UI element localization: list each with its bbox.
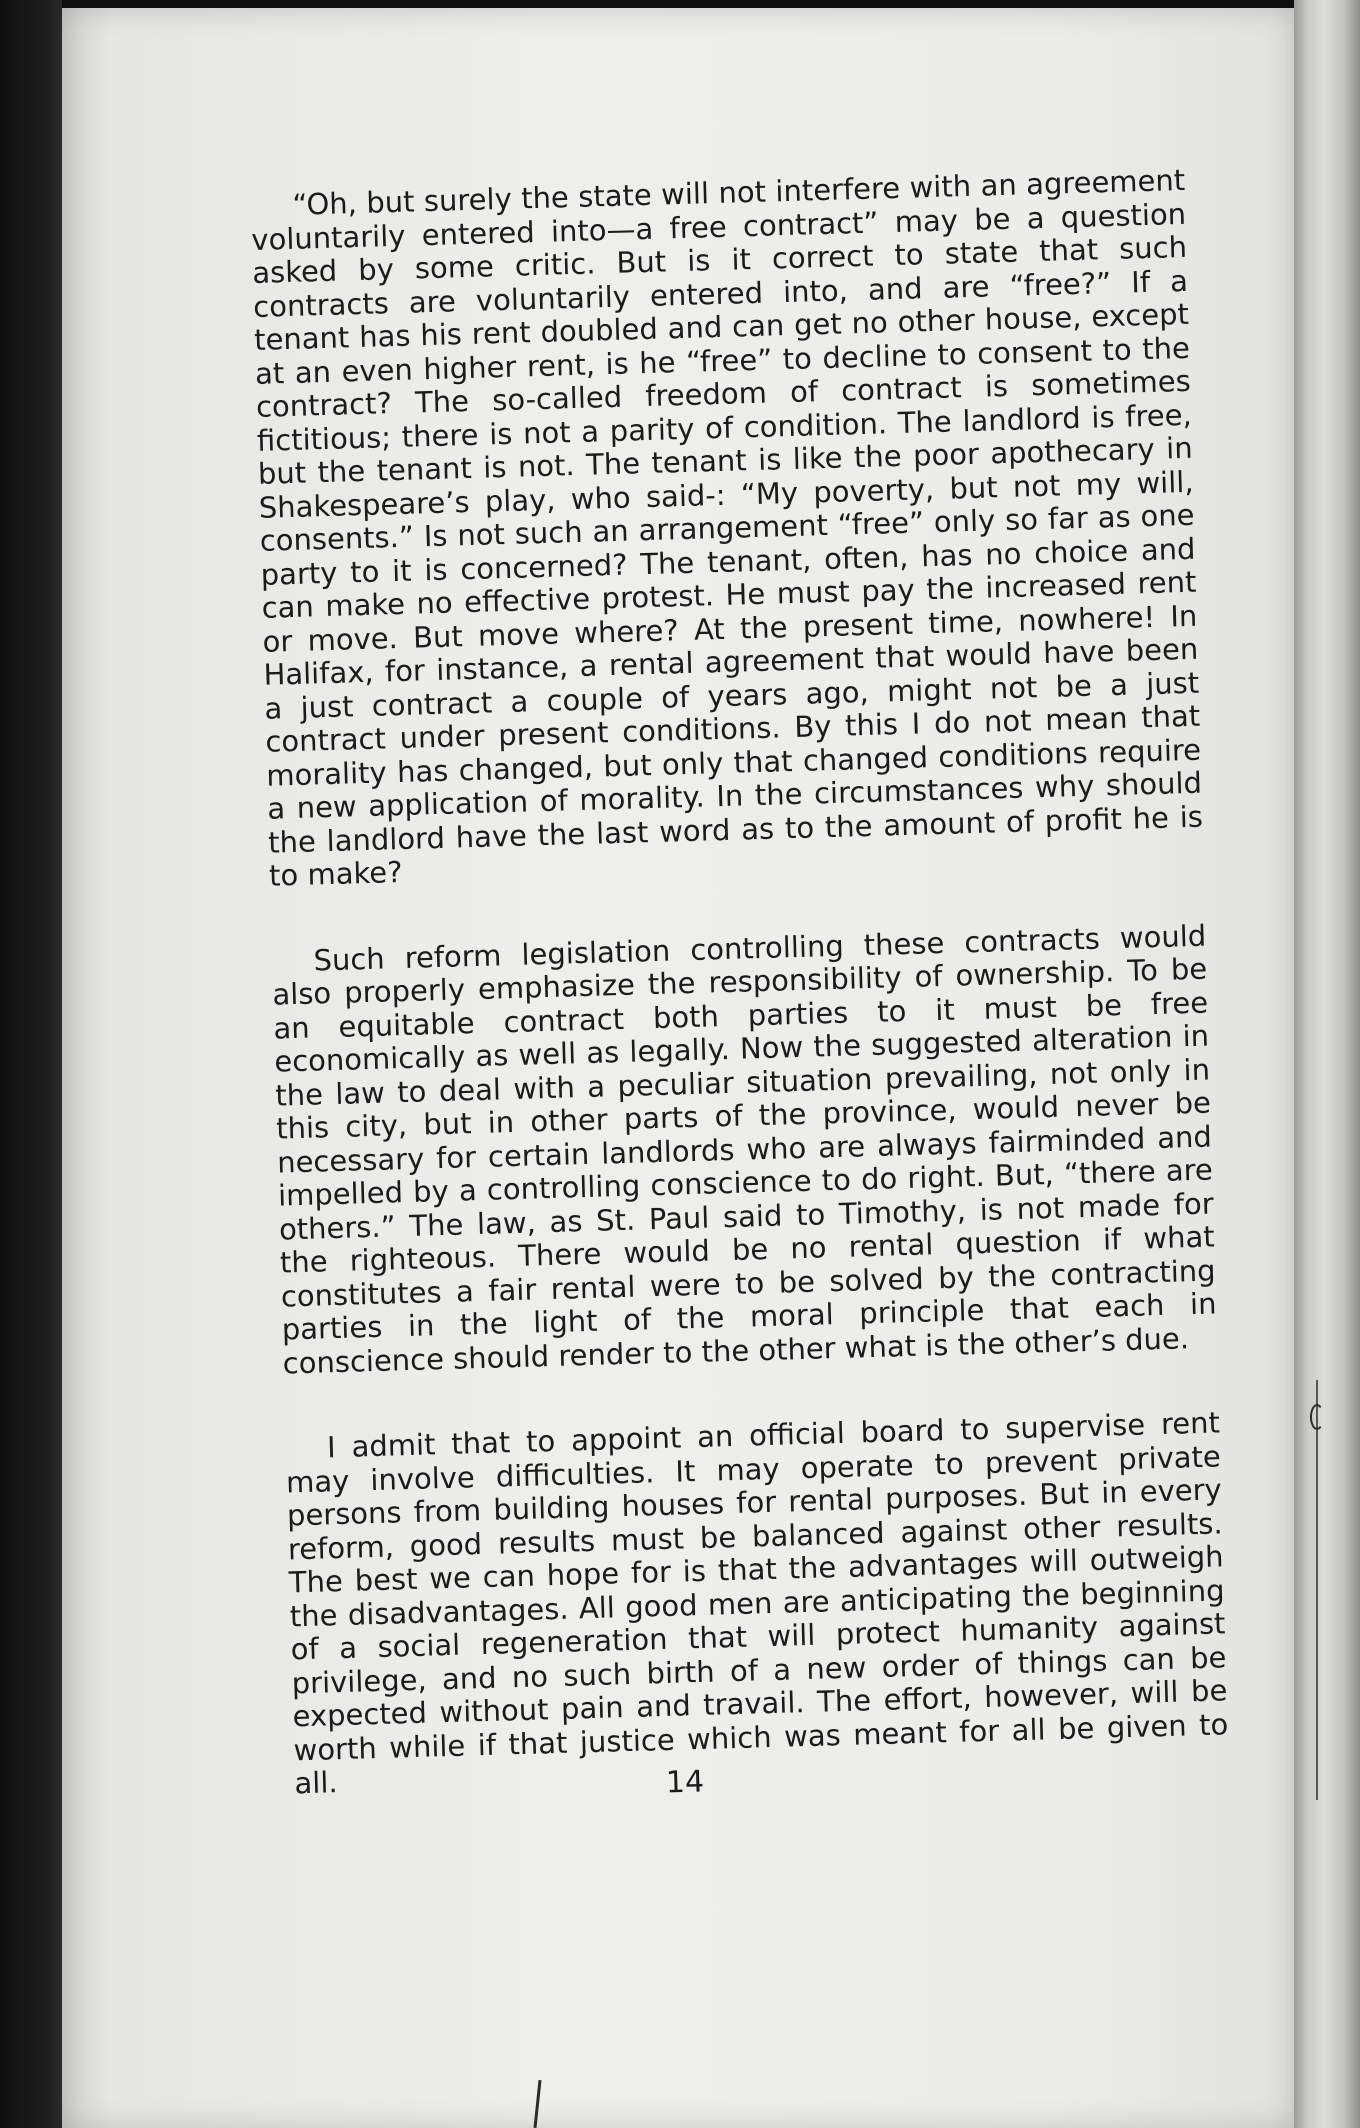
fold-mark: [1310, 1404, 1324, 1430]
page-fold: [1294, 0, 1360, 2128]
paragraph-2: Such reform legislation controlling these contracts would also properly emphasize the responsibility of ownership. To be an equitable contract both parties to it must be free economically as well as legally. Now the suggested alteration in the law to deal with a peculiar situation prevailing, not only in this city, but in other parts of the province, would never be necessary for certain landlords who are always fairminded and impelled by a controlling conscience to do right. But, “there are others.” The law, as St. Paul said to Timothy, is not made for the righteous. There would be no rental question if what constitutes a fair rental were to be solved by the contracting parties in the light of the moral principle that each in conscience should render to the other what is the other’s due.: [272, 918, 1217, 1381]
scan-left-edge: [0, 0, 62, 2128]
paragraph-3: I admit that to appoint an official board to supervise rent may involve difficulties. It may operate to prevent private persons from building houses for rental purposes. But in every reform, good results must be balanced against other results. The best we can hope for is that the advantages will outweigh the disadvantages. All good men are anticipating the beginning of a social regeneration that will protect humanity against privilege, and no such birth of a new order of things can be expected without pain and travail. The effort, however, will be worth while if that justice which was meant for all be given to all.: [285, 1405, 1229, 1801]
paragraph-1: “Oh, but surely the state will not interfere with an agreement voluntarily entered into—a free contract” may be a question asked by some critic. But is it correct to state that such contracts are voluntarily entered into, and are “free?” If a tenant has his rent doubled and can get no other house, except at an even higher rent, is he “free” to decline to consent to the contract? The so-called freedom of contract is sometimes fictitious; there is not a parity of condition. The landlord is free, but the tenant is not. The tenant is like the poor apothecary in Shakespeare’s play, who said-: “My poverty, but not my will, consents.” Is not such an arrangement “free” only so far as one party to it is concerned? The tenant, often, has no choice and can make no effective protest. He must pay the increased rent or move. But move where? At the present time, nowhere! In Halifax, for instance, a rental agreement that would have been a just contract a couple of years ago, might not be a just contract under present conditions. By this I do not mean that morality has changed, but only that changed conditions require a new application of morality. In the circumstances why should the landlord have the last word as to the amount of profit he is to make?: [250, 162, 1204, 893]
body-text: [250, 164, 1231, 1853]
fold-crease: [1316, 1380, 1318, 1800]
page-number: 14: [665, 1764, 705, 1801]
